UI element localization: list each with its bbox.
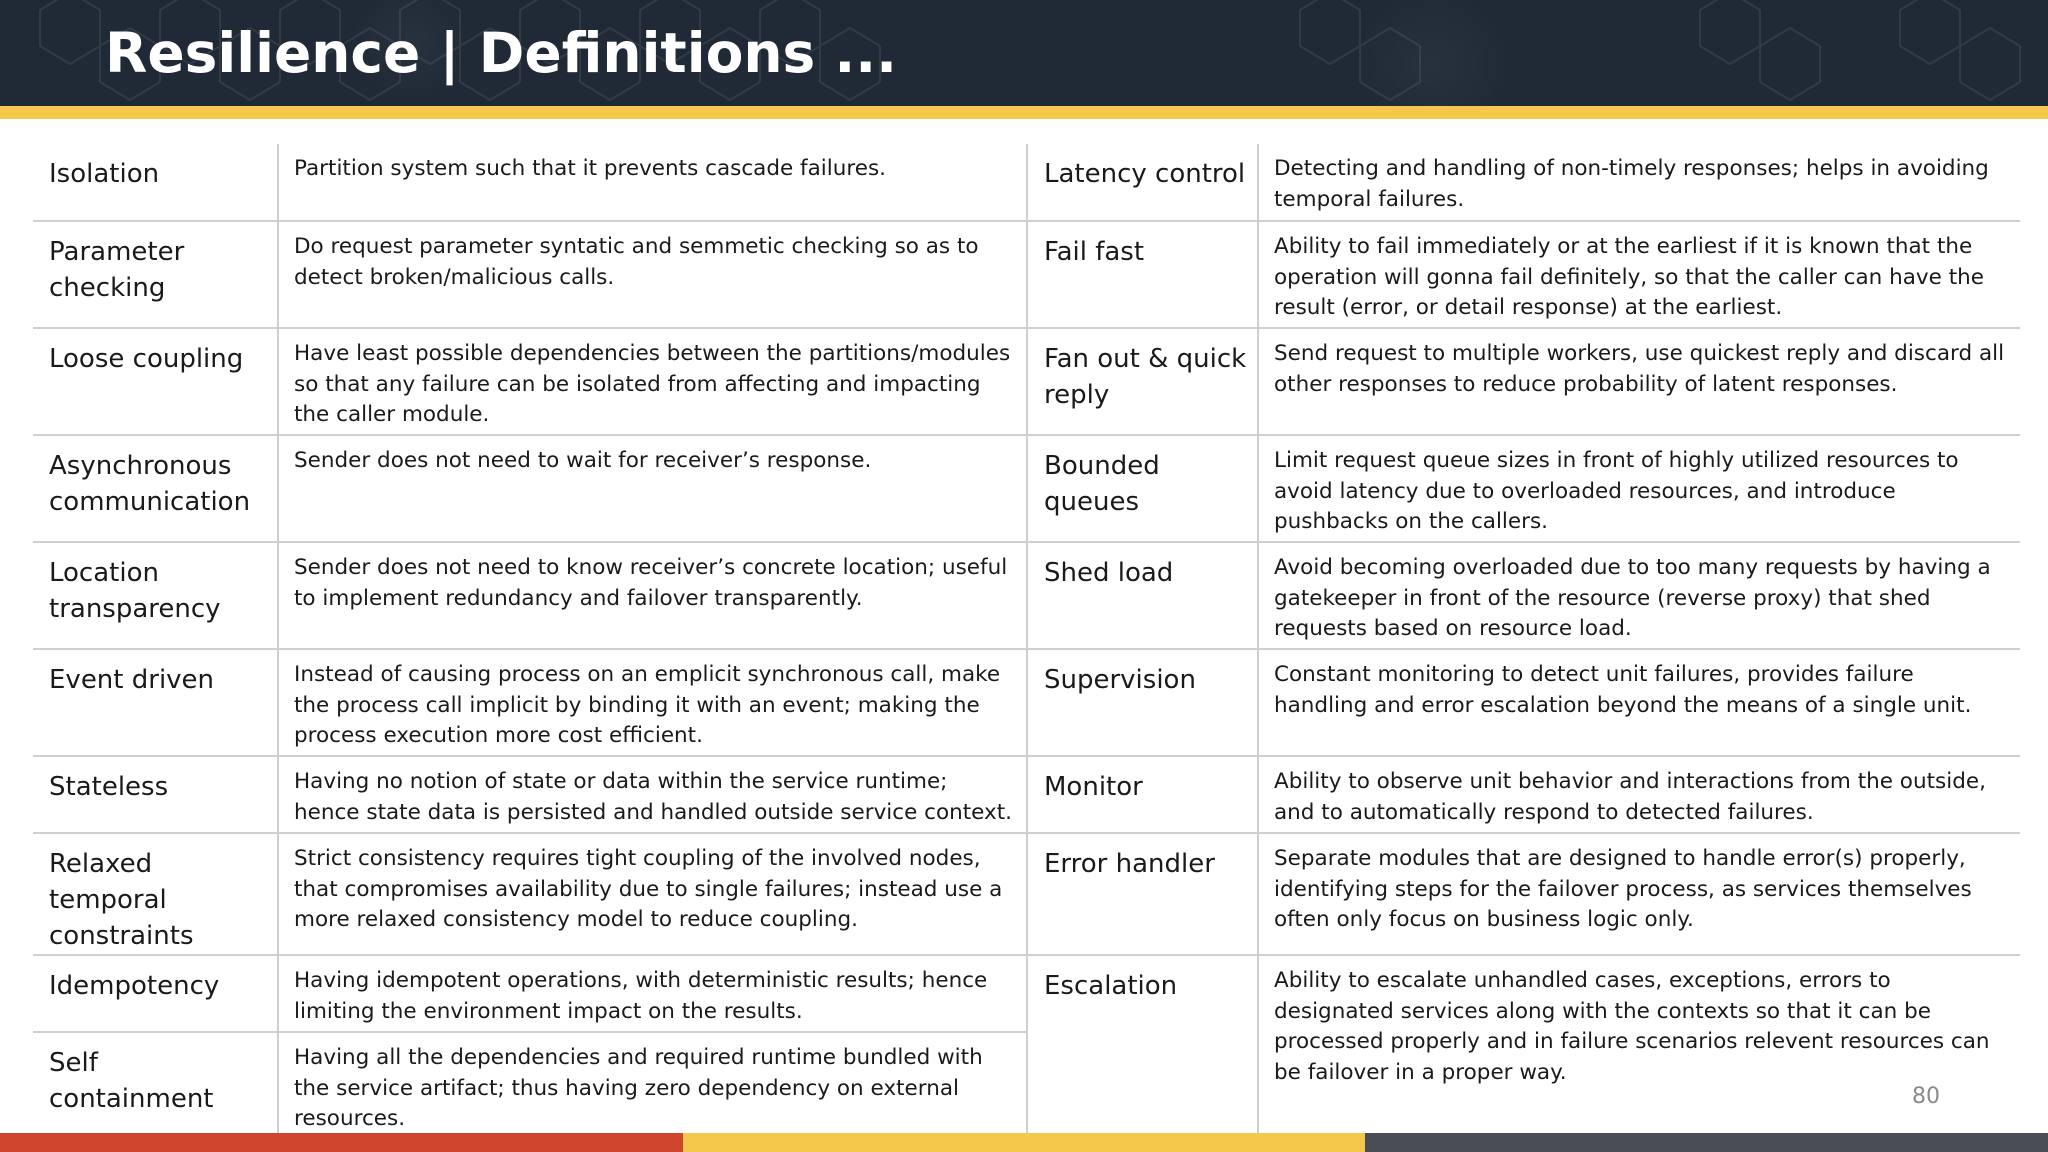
definition-cell: Ability to observe unit behavior and interactions from the outside, and to automatically respond to detected failures.: [1258, 756, 2020, 833]
definition-cell: Having no notion of state or data within the service runtime; hence state data is persisted and handled outside service context.: [278, 756, 1027, 833]
footer-color-bar: [0, 1133, 2048, 1152]
definition-cell: Send request to multiple workers, use quickest reply and discard all other responses to reduce probability of latent responses.: [1258, 328, 2020, 435]
term-cell: Parameter checking: [33, 221, 278, 328]
definition-cell: Have least possible dependencies between the partitions/modules so that any failure can be isolated from affecting and impacting the caller module.: [278, 328, 1027, 435]
definition-cell: Partition system such that it prevents cascade failures.: [278, 144, 1027, 221]
table-row: [33, 435, 2020, 542]
term-cell: Self containment: [49, 1048, 214, 1114]
table-row: [33, 328, 2020, 435]
definition-cell: Constant monitoring to detect unit failures, provides failure handling and error escalation beyond the means of a single unit.: [1258, 649, 2020, 756]
term-cell: Asynchronous communication: [33, 435, 278, 542]
definition-cell: Separate modules that are designed to handle error(s) properly, identifying steps for the failover process, as services themselves often only focus on business logic only.: [1258, 833, 2020, 955]
page-number: 80: [1912, 1084, 1940, 1109]
term-cell: Bounded queues: [1027, 435, 1258, 542]
term-cell: Stateless: [33, 756, 278, 833]
definition-cell: Instead of causing process on an emplicit synchronous call, make the process call implicit by binding it with an event; making the process execution more cost efficient.: [278, 649, 1027, 756]
definitions-table: [33, 144, 2020, 1135]
definition-cell: Ability to fail immediately or at the earliest if it is known that the operation will gonna fail definitely, so that the caller can have the result (error, or detail response) at the earliest.: [1258, 221, 2020, 328]
definition-cell: Sender does not need to know receiver’s concrete location; useful to implement redundancy and failover transparently.: [278, 542, 1027, 649]
table-row: [33, 649, 2020, 756]
table-row: [33, 144, 2020, 221]
definition-cell: Sender does not need to wait for receiver’s response.: [278, 435, 1027, 542]
definition-cell: Ability to escalate unhandled cases, exceptions, errors to designated services along with the contexts so that it can be processed properly and in failure scenarios relevent resources can be failover in a proper way.: [1258, 955, 2020, 1135]
definition-cell: Limit request queue sizes in front of highly utilized resources to avoid latency due to overloaded resources, and introduce pushbacks on the callers.: [1258, 435, 2020, 542]
term-cell: Shed load: [1027, 542, 1258, 649]
term-cell: Event driven: [33, 649, 278, 756]
footer-gray-segment: [1365, 1133, 2048, 1152]
term-cell: Escalation: [1044, 971, 1178, 1001]
term-cell: Idempotency: [33, 955, 278, 1032]
definition-cell: Having all the dependencies and required runtime bundled with the service artifact; thus having zero dependency on external resources.: [278, 1032, 1027, 1135]
term-cell: Monitor: [1027, 756, 1258, 833]
footer-red-segment: [0, 1133, 683, 1152]
definition-cell: Avoid becoming overloaded due to too many requests by having a gatekeeper in front of the resource (reverse proxy) that shed requests based on resource load.: [1258, 542, 2020, 649]
term-cell: Location transparency: [33, 542, 278, 649]
term-cell: Relaxed temporal constraints: [33, 833, 278, 955]
table-row: [33, 955, 2020, 1032]
footer-yellow-segment: [683, 1133, 1366, 1152]
slide-header: [0, 0, 2048, 106]
term-cell: Error handler: [1027, 833, 1258, 955]
table-row: [33, 756, 2020, 833]
header-accent-bar: [0, 106, 2048, 119]
definition-cell: Strict consistency requires tight coupling of the involved nodes, that compromises availability due to single failures; instead use a more relaxed consistency model to reduce coupling.: [278, 833, 1027, 955]
term-cell: Isolation: [33, 144, 278, 221]
slide-title: Resilience | Definitions ...: [105, 21, 898, 85]
term-cell: Latency control: [1027, 144, 1258, 221]
definition-cell: Having idempotent operations, with deterministic results; hence limiting the environment impact on the results.: [278, 955, 1027, 1032]
table-row: [33, 542, 2020, 649]
term-cell: Loose coupling: [33, 328, 278, 435]
definition-cell: Do request parameter syntatic and semmetic checking so as to detect broken/malicious calls.: [278, 221, 1027, 328]
definition-cell: Detecting and handling of non-timely responses; helps in avoiding temporal failures.: [1258, 144, 2020, 221]
table-row: [33, 221, 2020, 328]
term-cell: Supervision: [1027, 649, 1258, 756]
table-row: [33, 833, 2020, 955]
term-cell: Fail fast: [1027, 221, 1258, 328]
term-cell: Fan out & quick reply: [1027, 328, 1258, 435]
